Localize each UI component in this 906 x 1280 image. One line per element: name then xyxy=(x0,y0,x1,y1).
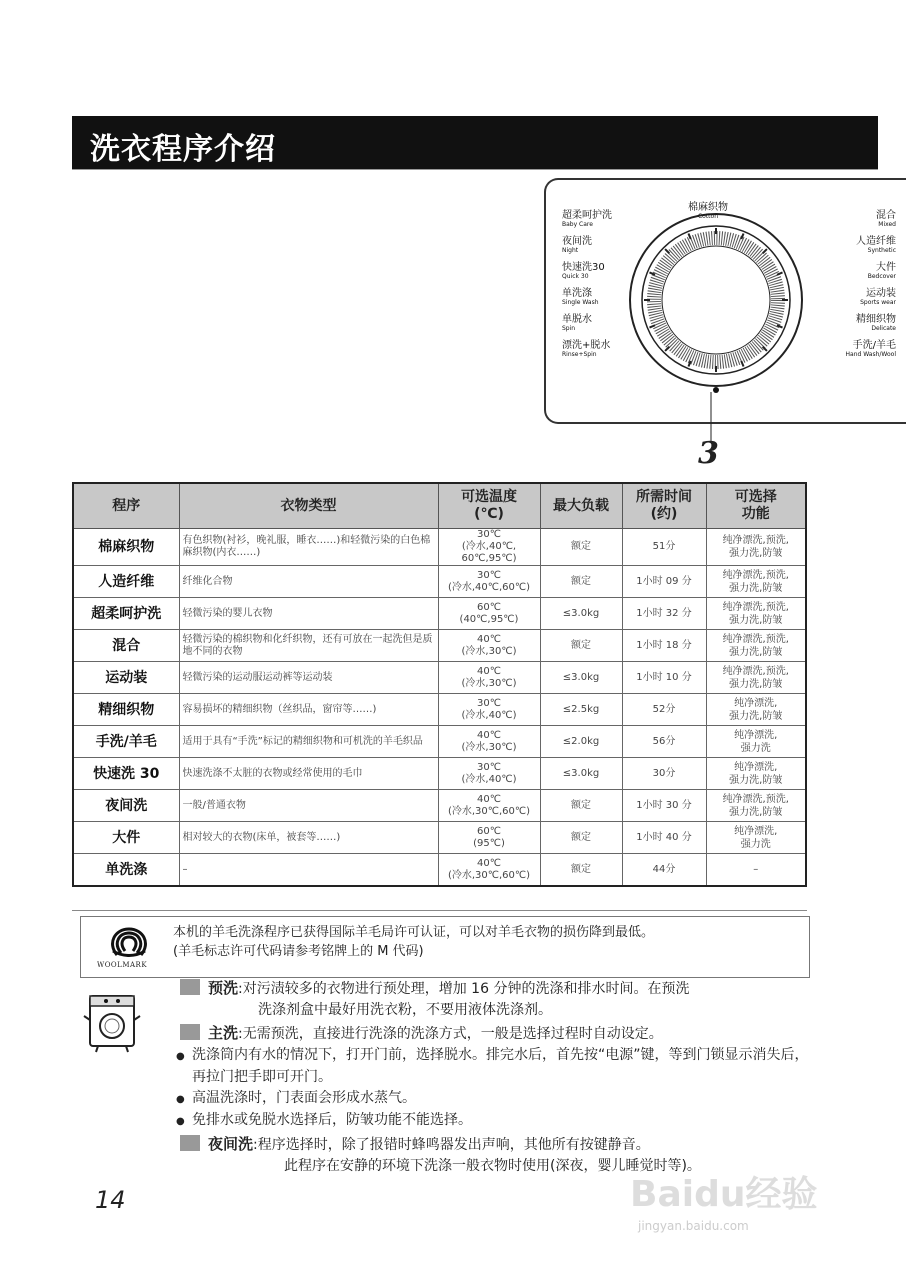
header-temp: 可选温度 (℃) xyxy=(438,483,540,529)
program-name-cell: 混合 xyxy=(73,630,179,662)
note-main-head: 主洗 xyxy=(208,1024,239,1042)
program-name-cell: 超柔呵护洗 xyxy=(73,598,179,630)
time-cell: 1小时 18 分 xyxy=(622,630,706,662)
time-cell: 1小时 09 分 xyxy=(622,566,706,598)
max-load-cell: 额定 xyxy=(540,529,622,566)
table-row xyxy=(73,662,806,694)
fabric-type-cell: 容易损坏的精细织物（丝织品，窗帘等……) xyxy=(179,694,438,726)
dial-label-right: 大件 Bedcover xyxy=(867,262,896,280)
fabric-type-cell: 有色织物(衬衫，晚礼服，睡衣……)和轻微污染的白色棉麻织物(内衣……) xyxy=(179,529,438,566)
table-row xyxy=(73,726,806,758)
note-bullet-3: ● 免排水或免脱水选择后，防皱功能不能选择。 xyxy=(170,1110,820,1132)
options-cell: 纯净漂洗,预洗, 强力洗,防皱 xyxy=(706,662,806,694)
dial-label-cotton: 棉麻织物 Cotton xyxy=(688,202,728,220)
table-row xyxy=(73,758,806,790)
watermark-sub: jingyan.baidu.com xyxy=(638,1219,749,1233)
page-title: 洗衣程序介绍 xyxy=(90,132,276,167)
time-cell: 56分 xyxy=(622,726,706,758)
note-night-head: 夜间洗 xyxy=(208,1135,254,1153)
dial-label-left: 漂洗+脱水 Rinse+Spin xyxy=(562,340,611,358)
time-cell: 52分 xyxy=(622,694,706,726)
max-load-cell: 额定 xyxy=(540,566,622,598)
fabric-type-cell: 纤维化合物 xyxy=(179,566,438,598)
notes-section xyxy=(180,978,820,1177)
program-name-cell: 棉麻织物 xyxy=(73,529,179,566)
options-cell: 纯净漂洗,预洗, 强力洗,防皱 xyxy=(706,630,806,662)
program-name-cell: 快速洗 30 xyxy=(73,758,179,790)
options-cell: 纯净漂洗, 强力洗,防皱 xyxy=(706,758,806,790)
dial-label-right: 手洗/羊毛 Hand Wash/Wool xyxy=(845,340,896,358)
header-fabric: 衣物类型 xyxy=(179,483,438,529)
dial-label-left: 单洗涤 Single Wash xyxy=(562,288,599,306)
header-program: 程序 xyxy=(73,483,179,529)
woolmark-notice xyxy=(80,916,810,978)
temperature-cell: 60℃ (95℃) xyxy=(438,822,540,854)
woolmark-line1: 本机的羊毛洗涤程序已获得国际羊毛局许可认证，可以对羊毛衣物的损伤降到最低。 xyxy=(173,925,655,940)
washing-machine-mascot-icon xyxy=(78,986,148,1056)
max-load-cell: 额定 xyxy=(540,790,622,822)
header-options: 可选择 功能 xyxy=(706,483,806,529)
dial-label-left: 夜间洗 Night xyxy=(562,236,592,254)
table-row xyxy=(73,566,806,598)
note-main-text: :无需预洗，直接进行洗涤的洗涤方式，一般是选择过程时自动设定。 xyxy=(238,1026,663,1042)
table-row xyxy=(73,790,806,822)
note-prewash xyxy=(180,978,820,1000)
table-header-row xyxy=(73,483,806,529)
temperature-cell: 30℃ (冷水,40℃) xyxy=(438,694,540,726)
control-panel-illustration xyxy=(544,178,906,424)
watermark-main: Baidu经验 xyxy=(630,1174,818,1215)
options-cell: 纯净漂洗, 强力洗 xyxy=(706,822,806,854)
program-name-cell: 人造纤维 xyxy=(73,566,179,598)
options-cell: 纯净漂洗,预洗, 强力洗,防皱 xyxy=(706,790,806,822)
note-nightwash xyxy=(180,1134,820,1156)
dial-label-left: 超柔呵护洗 Baby Care xyxy=(562,210,612,228)
note-prewash-text: :对污渍较多的衣物进行预处理，增加 16 分钟的洗涤和排水时间。在预洗 xyxy=(238,981,690,997)
square-bullet-icon xyxy=(180,979,200,995)
time-cell: 44分 xyxy=(622,854,706,887)
note-night-text2: 此程序在安静的环境下洗涤一般衣物时使用(深夜，婴儿睡觉时等)。 xyxy=(284,1158,701,1174)
temperature-cell: 60℃ (40℃,95℃) xyxy=(438,598,540,630)
program-name-cell: 手洗/羊毛 xyxy=(73,726,179,758)
temperature-cell: 40℃ (冷水,30℃,60℃) xyxy=(438,790,540,822)
program-table xyxy=(72,482,807,887)
table-row xyxy=(73,598,806,630)
time-cell: 1小时 10 分 xyxy=(622,662,706,694)
fabric-type-cell: 快速洗涤不太脏的衣物或经常使用的毛巾 xyxy=(179,758,438,790)
square-bullet-icon xyxy=(180,1135,200,1151)
note-night-text: :程序选择时，除了报错时蜂鸣器发出声响，其他所有按键静音。 xyxy=(253,1137,650,1153)
note-mainwash xyxy=(180,1023,820,1045)
square-bullet-icon xyxy=(180,1024,200,1040)
temperature-cell: 30℃ (冷水,40℃) xyxy=(438,758,540,790)
temperature-cell: 40℃ (冷水,30℃) xyxy=(438,726,540,758)
dial-label-right: 精细织物 Delicate xyxy=(856,314,896,332)
header-time: 所需时间 (约) xyxy=(622,483,706,529)
dial-label-left: 单脱水 Spin xyxy=(562,314,592,332)
table-row xyxy=(73,854,806,887)
fabric-type-cell: 适用于具有“手洗”标记的精细织物和可机洗的羊毛织品 xyxy=(179,726,438,758)
note-bullet-2: ● 高温洗涤时，门表面会形成水蒸气。 xyxy=(170,1088,820,1110)
dial-label-right: 混合 Mixed xyxy=(876,210,896,228)
time-cell: 30分 xyxy=(622,758,706,790)
note-prewash-text2: 洗涤剂盒中最好用洗衣粉，不要用液体洗涤剂。 xyxy=(258,1002,552,1018)
temperature-cell: 40℃ (冷水,30℃) xyxy=(438,662,540,694)
max-load-cell: 额定 xyxy=(540,822,622,854)
page-number: 14 xyxy=(95,1186,126,1214)
callout-number: 3 xyxy=(698,436,719,471)
header-load: 最大负载 xyxy=(540,483,622,529)
fabric-type-cell: 轻微污染的棉织物和化纤织物，还有可放在一起洗但是质地不同的衣物 xyxy=(179,630,438,662)
time-cell: 1小时 40 分 xyxy=(622,822,706,854)
woolmark-caption: WOOLMARK xyxy=(97,961,148,969)
max-load-cell: 额定 xyxy=(540,854,622,887)
dial-label-left: 快速洗30 Quick 30 xyxy=(562,262,605,280)
max-load-cell: ≤2.0kg xyxy=(540,726,622,758)
temperature-cell: 40℃ (冷水,30℃) xyxy=(438,630,540,662)
fabric-type-cell: – xyxy=(179,854,438,887)
temperature-cell: 30℃ (冷水,40℃, 60℃,95℃) xyxy=(438,529,540,566)
time-cell: 51分 xyxy=(622,529,706,566)
program-dial xyxy=(616,200,816,400)
table-row xyxy=(73,694,806,726)
fabric-type-cell: 一般/普通衣物 xyxy=(179,790,438,822)
table-row xyxy=(73,630,806,662)
options-cell: 纯净漂洗, 强力洗,防皱 xyxy=(706,694,806,726)
program-name-cell: 夜间洗 xyxy=(73,790,179,822)
options-cell: 纯净漂洗,预洗, 强力洗,防皱 xyxy=(706,598,806,630)
fabric-type-cell: 相对较大的衣物(床单，被套等……) xyxy=(179,822,438,854)
dial-label-right: 运动装 Sports wear xyxy=(860,288,896,306)
temperature-cell: 30℃ (冷水,40℃,60℃) xyxy=(438,566,540,598)
options-cell: 纯净漂洗,预洗, 强力洗,防皱 xyxy=(706,529,806,566)
time-cell: 1小时 32 分 xyxy=(622,598,706,630)
table-row xyxy=(73,822,806,854)
fabric-type-cell: 轻微污染的运动服运动裤等运动装 xyxy=(179,662,438,694)
fabric-type-cell: 轻微污染的婴儿衣物 xyxy=(179,598,438,630)
program-name-cell: 运动装 xyxy=(73,662,179,694)
title-divider xyxy=(72,169,878,170)
note-bullet-1: ● 洗涤筒内有水的情况下，打开门前，选择脱水。排完水后，首先按“电源”键，等到门锁显示消失后，再拉门把手即可开门。 xyxy=(170,1045,820,1088)
options-cell: 纯净漂洗, 强力洗 xyxy=(706,726,806,758)
max-load-cell: ≤3.0kg xyxy=(540,598,622,630)
max-load-cell: ≤3.0kg xyxy=(540,758,622,790)
program-name-cell: 大件 xyxy=(73,822,179,854)
program-name-cell: 精细织物 xyxy=(73,694,179,726)
woolmark-line2: (羊毛标志许可代码请参考铭牌上的 M 代码) xyxy=(173,944,424,959)
watermark xyxy=(630,1166,817,1233)
max-load-cell: ≤3.0kg xyxy=(540,662,622,694)
temperature-cell: 40℃ (冷水,30℃,60℃) xyxy=(438,854,540,887)
note-prewash-head: 预洗 xyxy=(208,979,239,997)
page-title-bar xyxy=(72,116,878,169)
callout-line xyxy=(706,392,716,442)
options-cell: 纯净漂洗,预洗, 强力洗,防皱 xyxy=(706,566,806,598)
dial-label-right: 人造纤维 Synthetic xyxy=(856,236,896,254)
program-name-cell: 单洗涤 xyxy=(73,854,179,887)
table-row xyxy=(73,529,806,566)
woolmark-text xyxy=(173,923,654,961)
options-cell: – xyxy=(706,854,806,887)
table-bottom-rule xyxy=(72,910,807,911)
time-cell: 1小时 30 分 xyxy=(622,790,706,822)
max-load-cell: 额定 xyxy=(540,630,622,662)
max-load-cell: ≤2.5kg xyxy=(540,694,622,726)
